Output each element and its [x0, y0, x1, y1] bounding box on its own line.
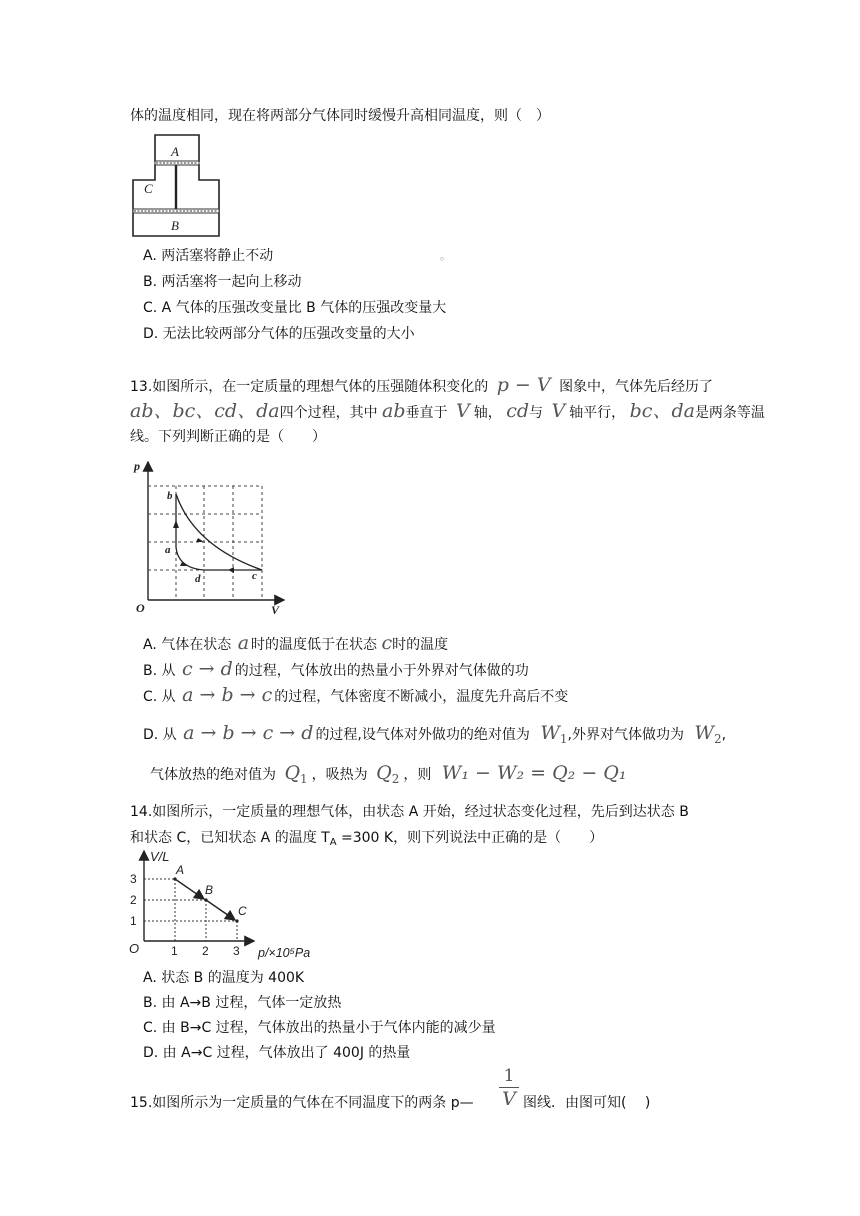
q14-option-b: B. 由 A→B 过程，气体一定放热 — [143, 995, 342, 1011]
q15-fraction: 1 V — [499, 1066, 519, 1109]
q14-vp-graph — [124, 848, 324, 960]
point-a: a — [165, 544, 171, 556]
q12-stem: 体的温度相同，现在将两部分气体同时缓慢升高相同温度，则（ ） — [130, 108, 550, 124]
xtick-2: 2 — [202, 944, 209, 958]
q12-option-d: D. 无法比较两部分气体的压强改变量的大小 — [143, 326, 415, 342]
q14-option-d: D. 由 A→C 过程，气体放出了 400J 的热量 — [143, 1045, 411, 1061]
point-c: c — [252, 570, 257, 582]
q13-pv-graph — [132, 458, 292, 618]
xtick-3: 3 — [233, 944, 240, 958]
q13-option-d: D. 从 a → b → c → d 的过程,设气体对外做功的绝对值为 $W_1$,外界对气体做功为 $W_2$, — [143, 722, 727, 746]
stray-mark: 。 — [440, 249, 451, 262]
xtick-1: 1 — [171, 944, 178, 958]
q12-cylinder-figure — [131, 133, 223, 237]
q12-option-c: C. A 气体的压强改变量比 B 气体的压强改变量大 — [143, 300, 447, 316]
ytick-3: 3 — [130, 872, 137, 886]
ytick-1: 1 — [130, 914, 137, 928]
q14-option-c: C. 由 B→C 过程，气体放出的热量小于气体内能的减少量 — [143, 1020, 496, 1036]
q13-option-b: B. 从 c → d 的过程，气体放出的热量小于外界对气体做的功 — [143, 658, 529, 680]
q14-option-a: A. 状态 B 的温度为 400K — [143, 970, 305, 986]
origin-label: O — [136, 601, 145, 615]
point-b: b — [167, 490, 173, 502]
q12-option-b: B. 两活塞将一起向上移动 — [143, 274, 302, 290]
q15-stem-tail: 图线．由图可知( ) — [523, 1095, 651, 1111]
q13-stem-line2: ab、bc、cd、da四个过程，其中 ab垂直于 V 轴， cd与 V 轴平行， bc、da是两条等温 — [130, 400, 765, 422]
point-A: A — [176, 863, 185, 877]
point-C: C — [238, 904, 247, 918]
axis-v-label: V/L — [150, 849, 170, 864]
q14-stem-line1: 14.如图所示，一定质量的理想气体，由状态 A 开始，经过状态变化过程，先后到达状态 B — [130, 804, 689, 820]
axis-p-label: p — [134, 459, 140, 473]
q13-stem-line3: 线。下列判断正确的是（ ） — [130, 429, 326, 445]
q13-option-d-cont: 气体放热的绝对值为 $Q_1$ ，吸热为 $Q_2$ ，则 W₁ − W₂ = Q₂ − Q₁ — [150, 762, 627, 786]
q15-stem: 15.如图所示为一定质量的气体在不同温度下的两条 p— — [130, 1095, 474, 1111]
q14-stem-line2: 和状态 C，已知状态 A 的温度 $T_A =300$ K，则下列说法中正确的是（ ） — [130, 830, 604, 848]
q13-stem-line1: 13.如图所示，在一定质量的理想气体的压强随体积变化的 p − V 图象中，气体先后经历了 — [130, 374, 714, 396]
q13-option-c: C. 从 a → b → c 的过程，气体密度不断减小，温度先升高后不变 — [143, 684, 569, 706]
point-d: d — [195, 573, 201, 585]
q12-option-a: A. 两活塞将静止不动 — [143, 248, 274, 264]
point-B: B — [205, 883, 214, 897]
label-C: C — [144, 181, 153, 196]
label-B: B — [171, 218, 179, 233]
ytick-2: 2 — [130, 893, 137, 907]
axis-v-label: V — [271, 603, 280, 617]
origin-label: O — [129, 941, 140, 956]
label-A: A — [171, 144, 179, 159]
q13-option-a: A. 气体在状态 a 时的温度低于在状态 c时的温度 — [143, 632, 449, 654]
axis-p-label: p/×10⁵Pa — [258, 946, 311, 960]
